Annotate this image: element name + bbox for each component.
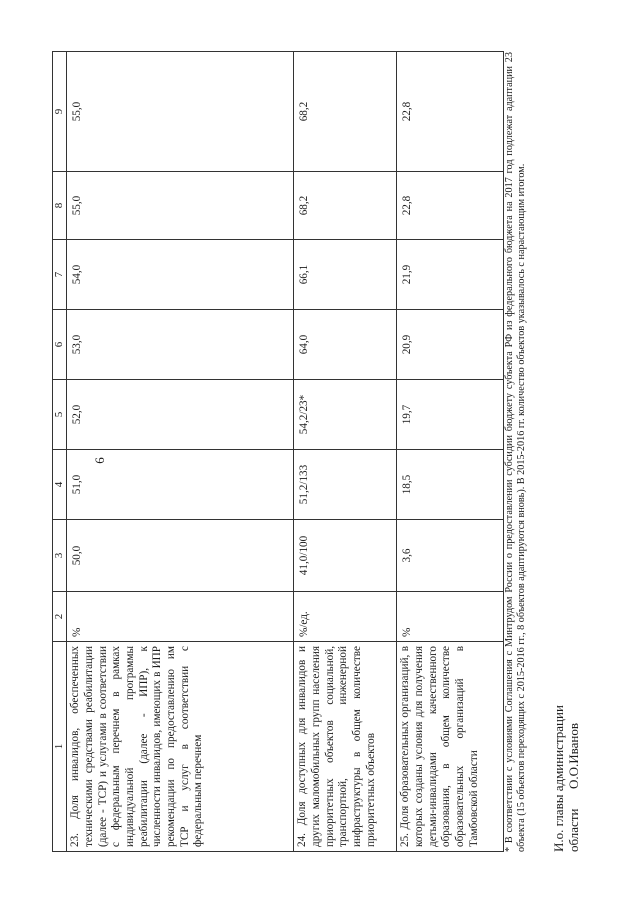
header-cell: 9 — [53, 52, 67, 172]
value-cell: 22,8 — [397, 52, 504, 172]
table-row — [67, 52, 294, 852]
value-cell: 55,0 — [67, 52, 294, 172]
value-cell: 20,9 — [397, 310, 504, 380]
indicator-cell: 24. Доля доступных для инвалидов и других маломобильных групп населения приоритетных объектов социальной, транспортной, инженерной инфраструктуры в общем количестве приоритетных объектов — [294, 642, 397, 852]
header-cell: 6 — [53, 310, 67, 380]
value-cell: 55,0 — [67, 172, 294, 240]
header-cell: 2 — [53, 592, 67, 642]
unit-cell: %/ед. — [294, 592, 397, 642]
value-cell: 53,0 — [67, 310, 294, 380]
footnote: * В соответствии с условиями Соглашения с Минтрудом России о предоставлении субсидии бюджету субъекта РФ из федерального бюджета на 2017 год подлежат адаптации 23 объекта (15 объектов переходящих с 2015-2016 гг., 8 объектов адаптируются вновь). В 2015-2016 гг. количество объектов указывалось с нарастающим итогом. — [504, 52, 528, 852]
value-cell: 68,2 — [294, 52, 397, 172]
signature-region — [567, 705, 582, 852]
page-number: 6 — [91, 457, 107, 464]
value-cell: 50,0 — [67, 520, 294, 592]
header-cell: 8 — [53, 172, 67, 240]
value-cell: 64,0 — [294, 310, 397, 380]
unit-cell: % — [397, 592, 504, 642]
value-cell: 18,5 — [397, 450, 504, 520]
indicators-table — [52, 51, 504, 852]
indicator-cell: 25. Доля образовательных организаций, в которых созданы условия для получения детьми-инвалидами качественного образования, в общем количестве образовательных организаций в Тамбовской области — [397, 642, 504, 852]
signature-region-text: области — [565, 808, 581, 852]
indicator-cell: 23. Доля инвалидов, обеспеченных техническими средствами реабилитации (далее - ТСР) и услугами в соответствии с федеральным перечнем в рамках индивидуальной программы реабилитации (далее - ИПР), к численности инвалидов, имеющих в ИПР рекомендации по предоставлению им ТСР и услуг в соответствии с федеральным перечнем — [67, 642, 294, 852]
value-cell: 52,0 — [67, 380, 294, 450]
value-cell: 66,1 — [294, 240, 397, 310]
signature-block — [552, 705, 582, 852]
value-cell: 51,0 — [67, 450, 294, 520]
rotated-document — [52, 52, 581, 852]
signature-title: И.о. главы администрации — [551, 705, 566, 852]
value-cell: 21,9 — [397, 240, 504, 310]
signature-name: О.О.Иванов — [565, 723, 581, 790]
value-cell: 19,7 — [397, 380, 504, 450]
header-cell: 3 — [53, 520, 67, 592]
value-cell: 68,2 — [294, 172, 397, 240]
unit-cell: % — [67, 592, 294, 642]
value-cell: 3,6 — [397, 520, 504, 592]
value-cell: 41,0/100 — [294, 520, 397, 592]
value-cell: 54,2/23* — [294, 380, 397, 450]
table-row — [294, 52, 397, 852]
header-cell: 1 — [53, 642, 67, 852]
table-row — [397, 52, 504, 852]
table-header-row — [53, 52, 67, 852]
value-cell: 54,0 — [67, 240, 294, 310]
header-cell: 4 — [53, 450, 67, 520]
header-cell: 7 — [53, 240, 67, 310]
header-cell: 5 — [53, 380, 67, 450]
value-cell: 22,8 — [397, 172, 504, 240]
value-cell: 51,2/133 — [294, 450, 397, 520]
